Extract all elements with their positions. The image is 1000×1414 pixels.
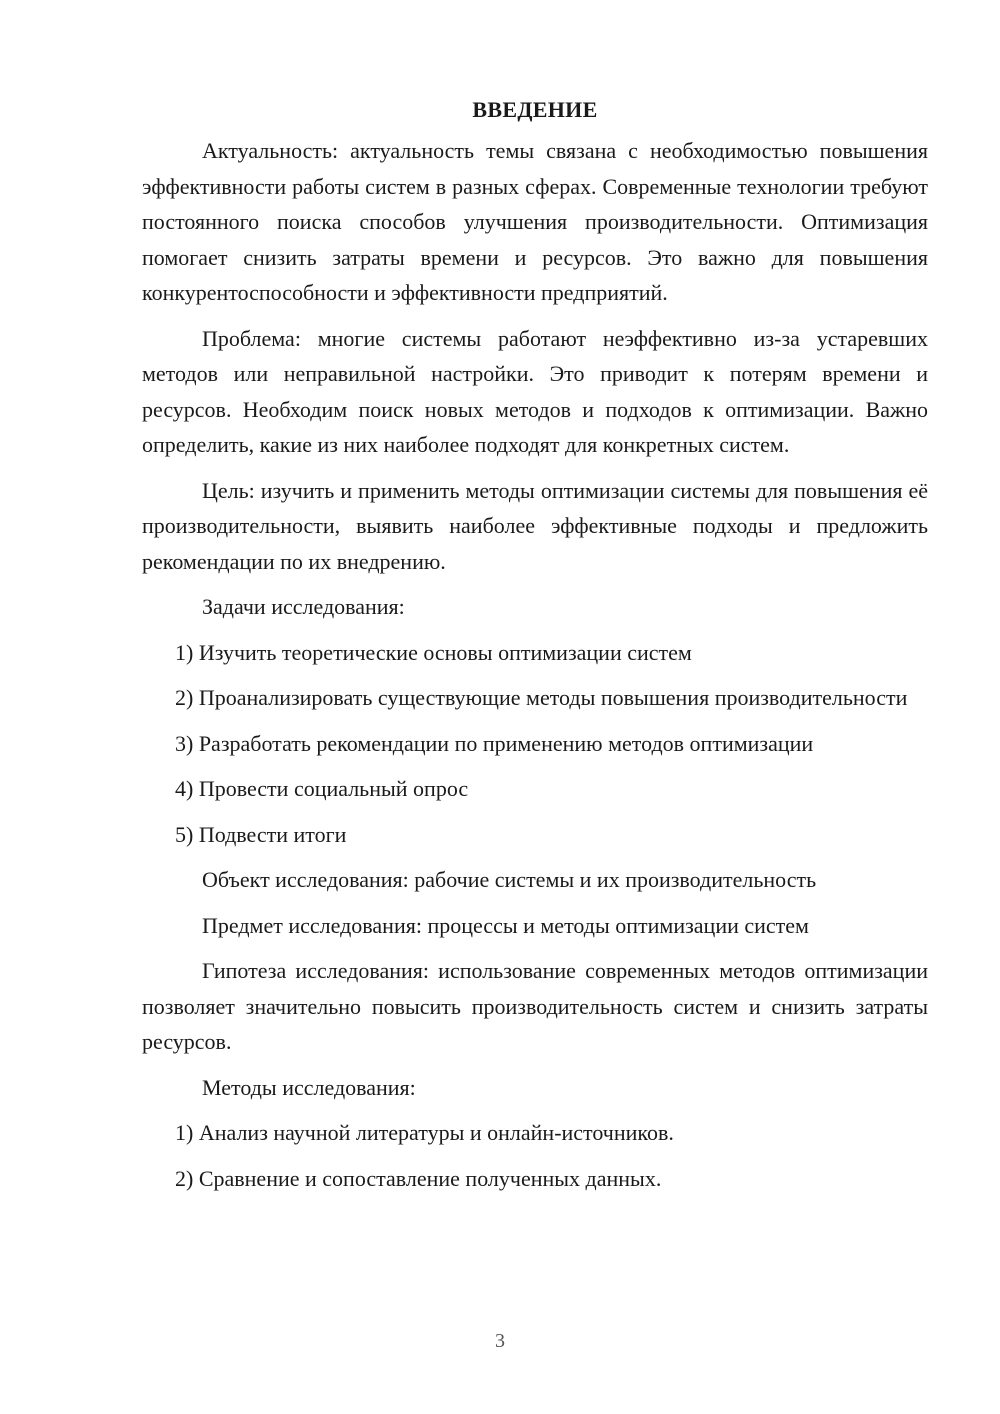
task-item: 2) Проанализировать существующие методы повышения производительности — [175, 685, 908, 710]
task-item: 3) Разработать рекомендации по применению методов оптимизации — [175, 730, 814, 756]
problem-paragraph: Проблема: многие системы работают неэффективно из-за устаревших методов или неправильной настройки. Это приводит к потерям времени и ресурсов. Необходим поиск новых методов и подходов к оптимизации. Важно определить, какие из них наиболее подходят для конкретных систем. — [142, 325, 928, 457]
task-item: 4) Провести социальный опрос — [175, 776, 469, 801]
subject-line: Предмет исследования: процессы и методы оптимизации систем — [202, 912, 809, 938]
goal-paragraph: Цель: изучить и применить методы оптимизации системы для повышения её производительности, выявить наиболее эффективные подходы и предложить рекомендации по их внедрению. — [142, 477, 928, 574]
methods-title: Методы исследования: — [202, 1074, 416, 1100]
method-item: 1) Анализ научной литературы и онлайн-источников. — [175, 1120, 674, 1145]
task-item: 1) Изучить теоретические основы оптимизации систем — [175, 639, 692, 665]
hypothesis-paragraph: Гипотеза исследования: использование современных методов оптимизации позволяет значительно повысить производительность систем и снизить затраты ресурсов. — [142, 958, 928, 1054]
document-page — [142, 92, 928, 1206]
page-number: 3 — [495, 1330, 505, 1352]
relevance-paragraph: Актуальность: актуальность темы связана с необходимостью повышения эффективности работы систем в разных сферах. Современные технологии требуют постоянного поиска способов улучшения производительности. Оптимизация помогает снизить затраты времени и ресурсов. Это важно для повышения конкурентоспособности и эффективности предприятий. — [142, 138, 928, 305]
task-item: 5) Подвести итоги — [175, 821, 347, 847]
method-item: 2) Сравнение и сопоставление полученных данных. — [175, 1165, 662, 1191]
tasks-title: Задачи исследования: — [202, 594, 405, 619]
object-line: Объект исследования: рабочие системы и их производительность — [202, 867, 817, 892]
page-heading: ВВЕДЕНИЕ — [472, 97, 598, 122]
